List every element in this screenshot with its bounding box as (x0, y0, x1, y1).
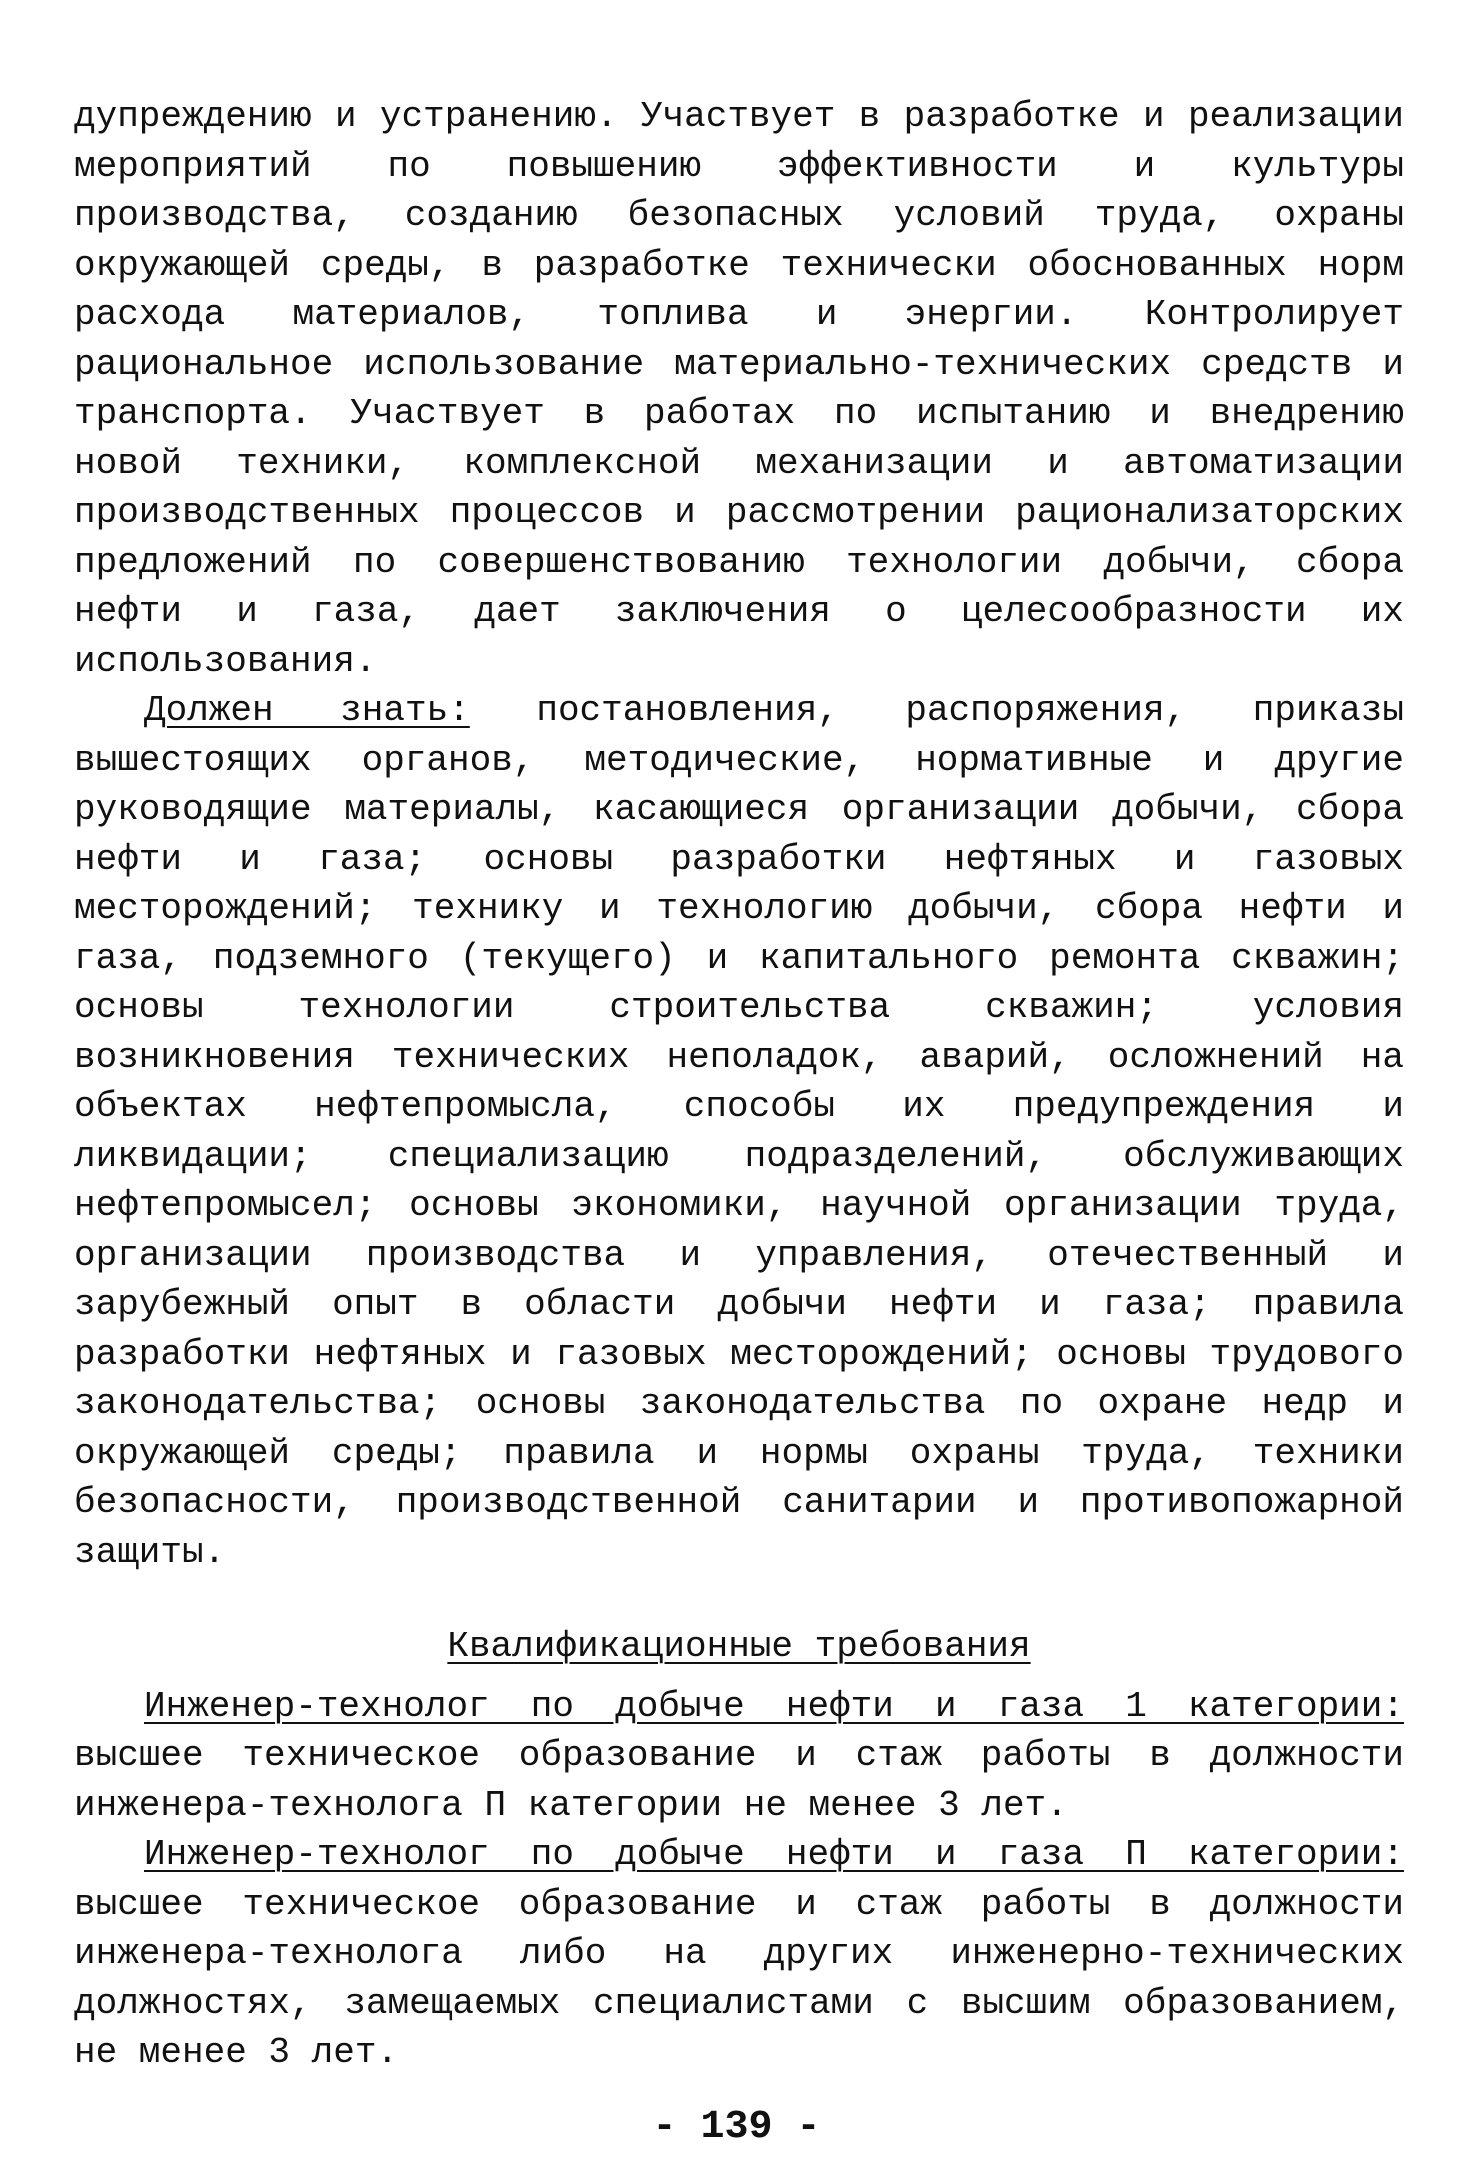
requirement-text: высшее техническое образование и стаж работы в должности инженера-технолога П категории не менее 3 лет. (74, 1735, 1404, 1826)
requirement-title: Инженер-технолог по добыче нефти и газа П категории: (144, 1834, 1404, 1875)
must-know-label: Должен знать: (144, 690, 470, 731)
must-know-text: постановления, распоряжения, приказы вышестоящих органов, методические, нормативные и другие руководящие материалы, касающиеся организации добычи, сбора нефти и газа; основы разработки нефтяных и газовых месторождений; технику и технологию добычи, сбора нефти и газа, подземного (текущего) и капитального ремонта скважин; основы технологии строительства скважин; условия возникновения технических неполадок, аварий, осложнений на объектах нефтепромысла, способы их предупреждения и ликвидации; специализацию подразделений, обслуживающих нефтепромысел; основы экономики, научной организации труда, организации производства и управления, отечественный и зарубежный опыт в области добычи нефти и газа; правила разработки нефтяных и газовых месторождений; основы трудового законодательства; основы законодательства по охране недр и окружающей среды; правила и нормы охраны труда, техники безопасности, производственной санитарии и противопожарной защиты. (74, 690, 1404, 1573)
requirement-text: высшее техническое образование и стаж работы в должности инженера-технолога либо на других инженерно-технических должностях, замещаемых специалистами с высшим образованием, не менее 3 лет. (74, 1883, 1404, 2073)
requirement-category-1 (74, 1682, 1404, 1831)
page-number: - 139 - (652, 2105, 821, 2150)
requirement-category-2 (74, 1830, 1404, 2078)
paragraph-duties: дупреждению и устранению. Участвует в разработке и реализации мероприятий по повышению эффективности и культуры производства, созданию безопасных условий труда, охраны окружающей среды, в разработке технически обоснованных норм расхода материалов, топлива и энергии. Контролирует рациональное использование материально-технических средств и транспорта. Участвует в работах по испытанию и внедрению новой техники, комплексной механизации и автоматизации производственных процессов и рассмотрении рационализаторских предложений по совершенствованию технологии добычи, сбора нефти и газа, дает заключения о целесообразности их использования. (74, 96, 1404, 682)
document-page (74, 92, 1404, 2078)
section-title: Квалификационные требования (447, 1626, 1031, 1667)
paragraph-must-know (74, 686, 1404, 1577)
requirement-title: Инженер-технолог по добыче нефти и газа 1 категории: (144, 1685, 1404, 1727)
